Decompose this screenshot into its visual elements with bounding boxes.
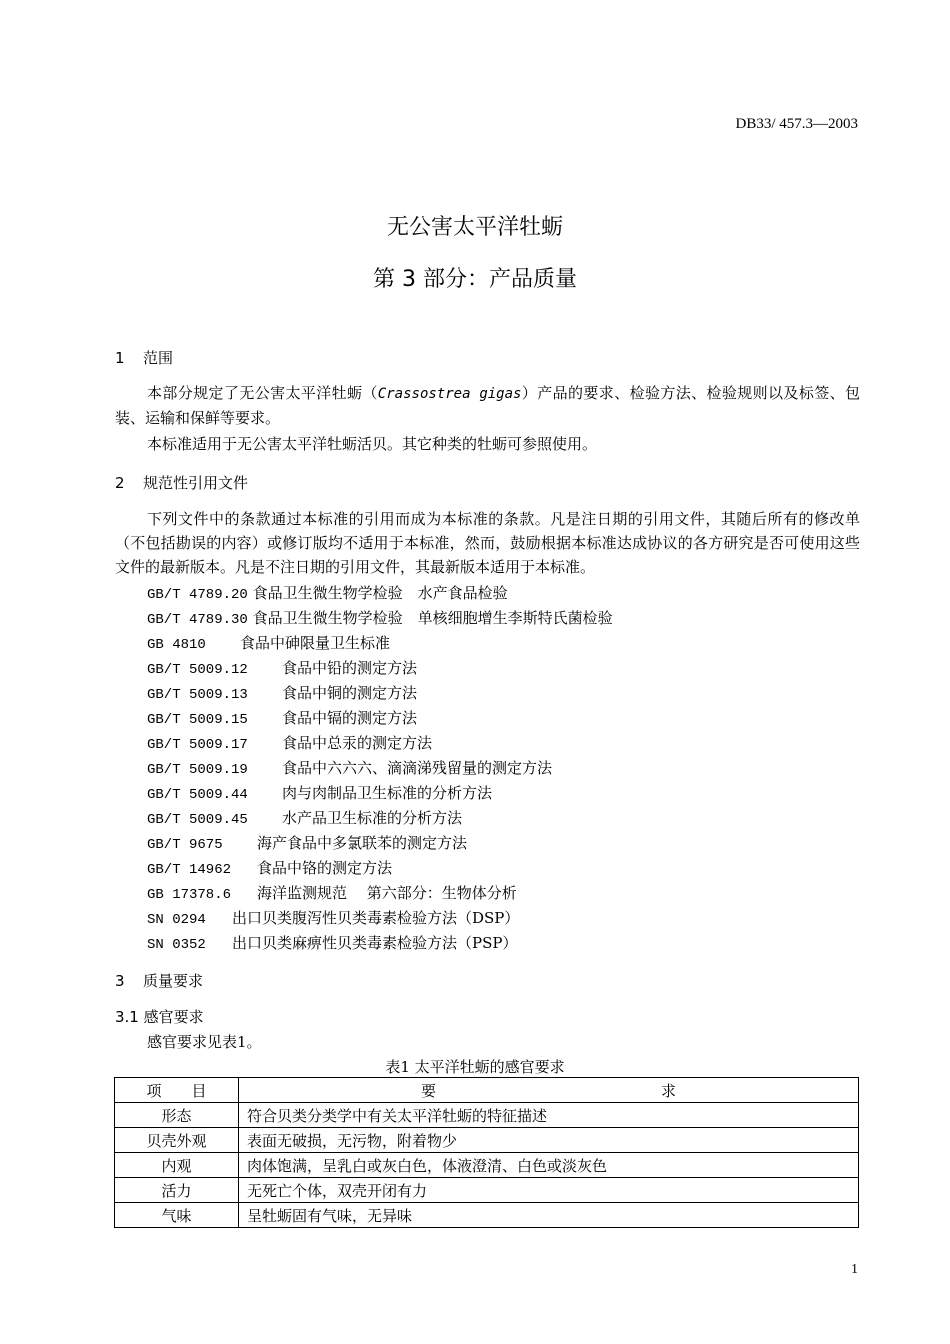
column-header: 要 求 [239,1078,859,1103]
reference-code: SN 0294 [147,912,206,928]
section-title: 范围 [143,349,174,367]
reference-code: GB/T 9675 [147,837,223,853]
section-number: 2 [115,474,125,492]
reference-item [147,757,552,778]
section-number: 1 [115,349,125,367]
reference-title: 食品卫生微生物学检验 单核细胞增生李斯特氏菌检验 [252,609,613,627]
section-1-paragraph-2: 本标准适用于无公害太平洋牡蛎活贝。其它种类的牡蛎可参照使用。 [147,435,598,453]
reference-code: GB 4810 [147,637,206,653]
reference-item [147,607,613,628]
reference-code: SN 0352 [147,937,206,953]
section-2-paragraph-1: 下列文件中的条款通过本标准的引用而成为本标准的条款。凡是注日期的引用文件，其随后所有的修改单（不包括勘误的内容）或修订版均不适用于本标准，然而，鼓励根据本标准达成协议的各方研究是否可使用这些文件的最新版本。凡是不注日期的引用文件，其最新版本适用于本标准。 [115,510,860,576]
table-cell: 贝壳外观 [115,1128,239,1153]
reference-title: 出口贝类腹泻性贝类毒素检验方法（DSP） [232,909,520,927]
text-run: 本部分规定了无公害太平洋牡蛎（ [147,384,378,402]
section-3-heading [115,970,203,991]
reference-code: GB/T 5009.44 [147,787,248,803]
table-row [115,1178,859,1203]
column-header: 项 目 [115,1078,239,1103]
reference-title: 海洋监测规范 第六部分：生物体分析 [257,884,517,902]
table-cell: 无死亡个体，双壳开闭有力 [239,1178,859,1203]
table-cell: 内观 [115,1153,239,1178]
reference-title: 食品中铅的测定方法 [282,659,418,677]
reference-code: GB/T 5009.13 [147,687,248,703]
table-cell: 肉体饱满，呈乳白或灰白色，体液澄清、白色或淡灰色 [239,1153,859,1178]
reference-item [147,807,462,828]
latin-species-name: Crassostrea gigas [377,386,522,402]
section-title: 质量要求 [143,972,204,990]
table-row [115,1203,859,1228]
section-3-1-paragraph: 感官要求见表1。 [147,1033,262,1051]
table-row [115,1103,859,1128]
reference-item [147,782,492,803]
reference-code: GB/T 14962 [147,862,232,878]
reference-title: 食品中镉的测定方法 [282,709,418,727]
reference-code: GB 17378.6 [147,887,232,903]
reference-item [147,907,519,928]
table-cell: 呈牡蛎固有气味，无异味 [239,1203,859,1228]
reference-title: 食品卫生微生物学检验 水产食品检验 [252,584,508,602]
reference-item [147,707,417,728]
standard-code: DB33/ 457.3—2003 [735,116,858,132]
section-title: 规范性引用文件 [143,474,249,492]
reference-title: 食品中六六六、滴滴涕残留量的测定方法 [282,759,553,777]
reference-code: GB/T 5009.19 [147,762,248,778]
reference-title: 食品中铜的测定方法 [282,684,418,702]
reference-item [147,632,390,653]
reference-code: GB/T 5009.45 [147,812,248,828]
reference-code: GB/T 5009.17 [147,737,248,753]
reference-code: GB/T 5009.12 [147,662,248,678]
document-title: 无公害太平洋牡蛎 [386,215,563,240]
reference-item [147,882,517,903]
section-1-heading [115,347,173,368]
reference-title: 海产食品中多氯联苯的测定方法 [257,834,468,852]
reference-item [147,832,467,853]
reference-item [147,857,392,878]
reference-item [147,657,417,678]
section-2-heading [115,472,248,493]
reference-code: GB/T 5009.15 [147,712,248,728]
table-cell: 活力 [115,1178,239,1203]
table-cell: 符合贝类分类学中有关太平洋牡蛎的特征描述 [239,1103,859,1128]
table-cell: 形态 [115,1103,239,1128]
table-caption: 表1 太平洋牡蛎的感官要求 [385,1058,565,1076]
reference-code: GB/T 4789.20 [147,587,248,603]
section-number: 3 [115,972,125,990]
table-cell: 表面无破损，无污物，附着物少 [239,1128,859,1153]
reference-code: GB/T 4789.30 [147,612,248,628]
document-subtitle: 第 3 部分：产品质量 [373,267,577,292]
table-header-row [115,1078,859,1103]
reference-title: 出口贝类麻痹性贝类毒素检验方法（PSP） [232,934,518,952]
reference-title: 水产品卫生标准的分析方法 [282,809,463,827]
reference-title: 食品中总汞的测定方法 [282,734,433,752]
reference-title: 食品中砷限量卫生标准 [240,634,391,652]
reference-item [147,682,417,703]
section-1-paragraph-1 [115,381,860,430]
reference-item [147,582,508,603]
reference-item [147,732,432,753]
table-row [115,1128,859,1153]
reference-title: 肉与肉制品卫生标准的分析方法 [282,784,493,802]
reference-item [147,932,517,953]
table-cell: 气味 [115,1203,239,1228]
table-row [115,1153,859,1178]
section-3-1-heading: 3.1 感官要求 [115,1008,204,1026]
page-number: 1 [851,1262,858,1277]
text-run: ）产品的要求、检验方法、检验规则以及标签、包装、运输和保鲜等要求。 [115,384,860,427]
reference-title: 食品中铬的测定方法 [257,859,393,877]
sensory-requirements-table [114,1077,859,1228]
